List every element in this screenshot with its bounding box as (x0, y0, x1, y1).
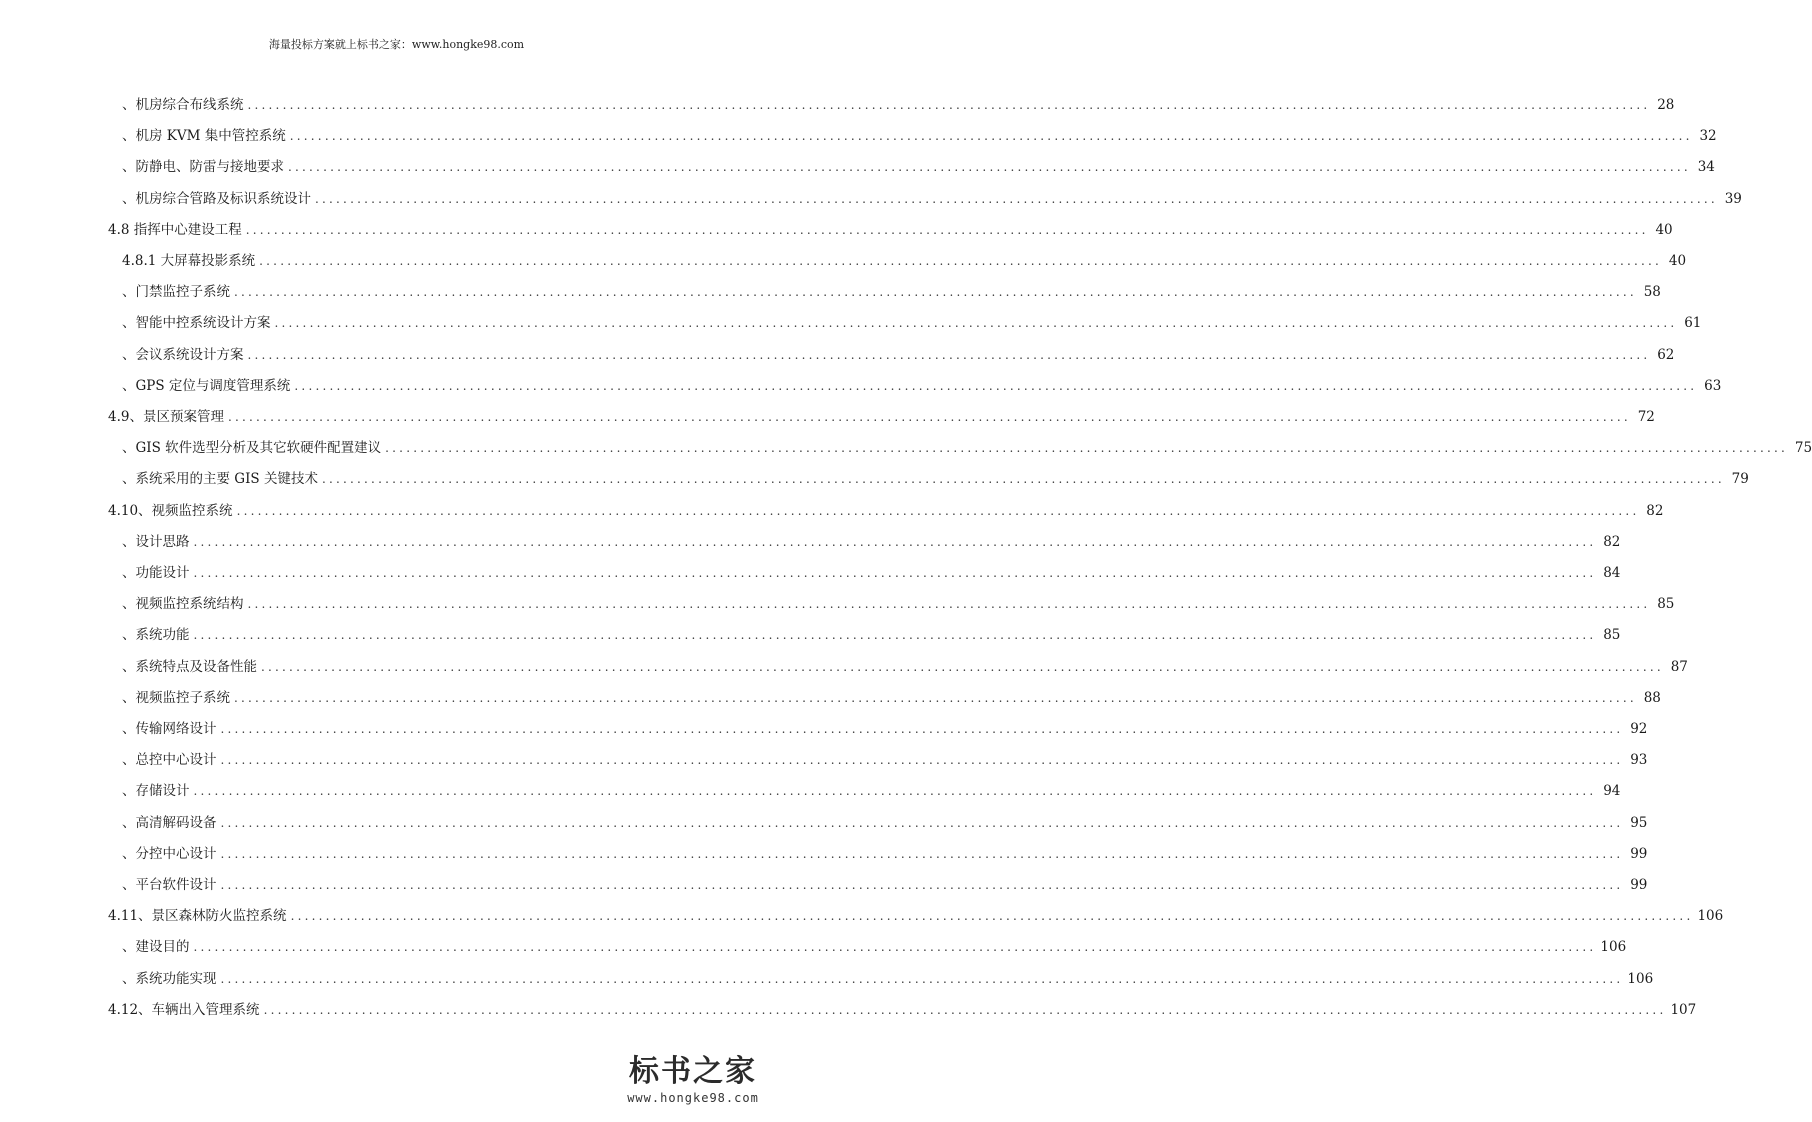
toc-entry-label: 、总控中心设计 (122, 752, 217, 769)
toc-leader-dots: ........................................................................................................................................................................................................ (234, 285, 1637, 300)
toc-entry[interactable] (108, 219, 1673, 241)
toc-entry-label: 4.12、车辆出入管理系统 (108, 1001, 260, 1018)
toc-entry[interactable] (122, 188, 1742, 210)
toc-entry[interactable] (122, 656, 1688, 678)
toc-leader-dots: ........................................................................................................................................................................................................ (247, 98, 1651, 112)
toc-entry-page: 95 (1630, 814, 1648, 831)
toc-leader-dots: ........................................................................................................................................................................................................ (274, 316, 1678, 331)
toc-entry[interactable] (122, 812, 1648, 834)
toc-entry-page: 107 (1670, 1001, 1697, 1018)
toc-leader-dots: ........................................................................................................................................................................................................ (289, 129, 1693, 144)
toc-entry-page: 61 (1684, 315, 1702, 332)
toc-entry-page: 85 (1603, 627, 1621, 644)
toc-entry[interactable] (122, 874, 1648, 896)
toc-entry-page: 32 (1699, 128, 1717, 145)
toc-leader-dots: ........................................................................................................................................................................................................ (193, 940, 1597, 955)
toc-entry[interactable] (122, 375, 1722, 397)
toc-entry-label: 、智能中控系统设计方案 (122, 315, 271, 332)
toc-entry-page: 93 (1630, 752, 1648, 769)
toc-entry-label: 、设计思路 (122, 533, 190, 550)
toc-leader-dots: ........................................................................................................................................................................................................ (193, 566, 1597, 580)
toc-leader-dots: ........................................................................................................................................................................................................ (234, 690, 1637, 705)
toc-entry[interactable] (122, 936, 1627, 958)
toc-leader-dots: ........................................................................................................................................................................................................ (321, 472, 1725, 487)
toc-leader-dots: ........................................................................................................................................................................................................ (236, 503, 1640, 518)
toc-entry-page: 85 (1657, 596, 1675, 613)
toc-leader-dots: ........................................................................................................................................................................................................ (220, 815, 1624, 830)
toc-entry-label: 4.8 指挥中心建设工程 (108, 221, 242, 238)
toc-leader-dots: ........................................................................................................................................................................................................ (220, 878, 1624, 892)
toc-leader-dots: ........................................................................................................................................................................................................ (259, 254, 1663, 268)
toc-entry-page: 40 (1655, 221, 1673, 238)
toc-leader-dots: ........................................................................................................................................................................................................ (193, 628, 1597, 643)
toc-entry-label: 、门禁监控子系统 (122, 284, 230, 301)
toc-entry-page: 84 (1603, 565, 1621, 581)
toc-entry[interactable] (122, 968, 1654, 990)
toc-entry-label: 、系统功能 (122, 627, 190, 644)
toc-entry-label: 、系统特点及设备性能 (122, 658, 257, 675)
toc-entry-label: 、GPS 定位与调度管理系统 (122, 377, 291, 394)
toc-entry-page: 75 (1794, 440, 1812, 457)
toc-entry[interactable] (122, 593, 1675, 615)
toc-entry-page: 58 (1643, 284, 1661, 301)
toc-leader-dots: ........................................................................................................................................................................................................ (247, 597, 1651, 612)
toc-entry-page: 99 (1630, 877, 1648, 893)
toc-leader-dots: ........................................................................................................................................................................................................ (220, 846, 1624, 861)
toc-entry[interactable] (122, 562, 1621, 584)
toc-entry-label: 、GIS 软件选型分析及其它软硬件配置建议 (122, 440, 382, 457)
toc-leader-dots: ........................................................................................................................................................................................................ (294, 378, 1698, 393)
toc-entry-page: 28 (1657, 97, 1675, 113)
toc-entry-label: 、分控中心设计 (122, 845, 217, 862)
toc-entry-page: 39 (1724, 190, 1742, 207)
logo-url: www.hongke98.com (627, 1091, 759, 1105)
toc-entry-label: 、机房综合管路及标识系统设计 (122, 190, 311, 207)
toc-entry[interactable] (122, 312, 1702, 334)
toc-entry[interactable] (108, 406, 1655, 428)
logo-title: 标书之家 (629, 1054, 757, 1089)
toc-entry-label: 4.10、视频监控系统 (108, 502, 233, 519)
toc-entry-page: 82 (1646, 502, 1664, 519)
toc-leader-dots: ........................................................................................................................................................................................................ (245, 222, 1649, 237)
toc-entry-label: 、系统采用的主要 GIS 关键技术 (122, 471, 318, 488)
toc-leader-dots: ........................................................................................................................................................................................................ (227, 410, 1631, 424)
toc-entry[interactable] (122, 156, 1715, 178)
toc-entry[interactable] (122, 531, 1621, 553)
toc-entry[interactable] (122, 125, 1717, 147)
toc-entry-label: 4.11、景区森林防火监控系统 (108, 908, 287, 925)
toc-entry-page: 106 (1697, 908, 1724, 925)
toc-entry-label: 、防静电、防雷与接地要求 (122, 159, 284, 176)
toc-entry[interactable] (122, 468, 1749, 490)
toc-entry-label: 、视频监控系统结构 (122, 596, 244, 613)
toc-entry-page: 40 (1668, 253, 1687, 269)
toc-leader-dots: ........................................................................................................................................................................................................ (220, 722, 1624, 736)
toc-entry-label: 、系统功能实现 (122, 970, 217, 987)
toc-entry-label: 、会议系统设计方案 (122, 346, 244, 363)
watermark-logo (613, 1054, 773, 1106)
toc-entry-label: 、机房综合布线系统 (122, 97, 244, 113)
toc-entry-label: 、高清解码设备 (122, 814, 217, 831)
toc-entry-label: 、传输网络设计 (122, 721, 217, 737)
toc-entry[interactable] (122, 749, 1648, 771)
toc-entry-page: 72 (1637, 409, 1655, 425)
toc-entry-label: 、平台软件设计 (122, 877, 217, 893)
toc-leader-dots: ........................................................................................................................................................................................................ (193, 534, 1597, 549)
toc-leader-dots: ........................................................................................................................................................................................................ (385, 441, 1789, 456)
toc-entry-page: 34 (1697, 159, 1715, 176)
toc-leader-dots: ........................................................................................................................................................................................................ (290, 909, 1694, 924)
toc-entry-page: 87 (1670, 658, 1688, 675)
toc-leader-dots: ........................................................................................................................................................................................................ (220, 971, 1624, 986)
toc-entry-page: 106 (1600, 939, 1627, 956)
toc-entry[interactable] (122, 624, 1621, 646)
toc-entry-page: 99 (1630, 845, 1648, 862)
toc-leader-dots: ........................................................................................................................................................................................................ (247, 347, 1651, 362)
toc-entry[interactable] (122, 250, 1687, 272)
page-header: 海量投标方案就上标书之家：www.hongke98.com (268, 38, 525, 51)
toc-leader-dots: ........................................................................................................................................................................................................ (193, 784, 1597, 799)
toc-entry[interactable] (122, 780, 1621, 802)
toc-entry[interactable] (122, 437, 1812, 459)
toc-entry-label: 4.9、景区预案管理 (108, 409, 224, 425)
toc-leader-dots: ........................................................................................................................................................................................................ (263, 1002, 1667, 1017)
toc-entry-label: 、建设目的 (122, 939, 190, 956)
toc-entry-page: 82 (1603, 533, 1621, 550)
toc-entry-label: 、视频监控子系统 (122, 689, 230, 706)
toc-entry[interactable] (108, 999, 1697, 1021)
toc-entry-page: 92 (1630, 721, 1648, 737)
toc-entry[interactable] (122, 687, 1661, 709)
toc-entry[interactable] (122, 718, 1648, 740)
toc-entry[interactable] (108, 500, 1664, 522)
toc-entry-page: 106 (1627, 970, 1654, 987)
toc-entry[interactable] (122, 94, 1675, 116)
toc-leader-dots: ........................................................................................................................................................................................................ (288, 160, 1691, 175)
toc-entry-page: 94 (1603, 783, 1621, 800)
toc-entry[interactable] (122, 281, 1661, 303)
toc-entry-label: 、存储设计 (122, 783, 190, 800)
toc-entry-label: 、功能设计 (122, 565, 190, 581)
toc-entry[interactable] (122, 344, 1675, 366)
toc-leader-dots: ........................................................................................................................................................................................................ (220, 753, 1624, 768)
toc-entry-page: 62 (1657, 346, 1675, 363)
toc-entry-page: 79 (1731, 471, 1749, 488)
toc-leader-dots: ........................................................................................................................................................................................................ (261, 659, 1664, 674)
toc-entry[interactable] (108, 905, 1724, 927)
toc-leader-dots: ........................................................................................................................................................................................................ (315, 191, 1718, 206)
toc-entry[interactable] (122, 843, 1648, 865)
toc-entry-label: 4.8.1 大屏幕投影系统 (122, 253, 256, 269)
toc-entry-page: 63 (1704, 377, 1722, 394)
toc-entry-label: 、机房 KVM 集中管控系统 (122, 128, 286, 145)
toc-entry-page: 88 (1643, 689, 1661, 706)
